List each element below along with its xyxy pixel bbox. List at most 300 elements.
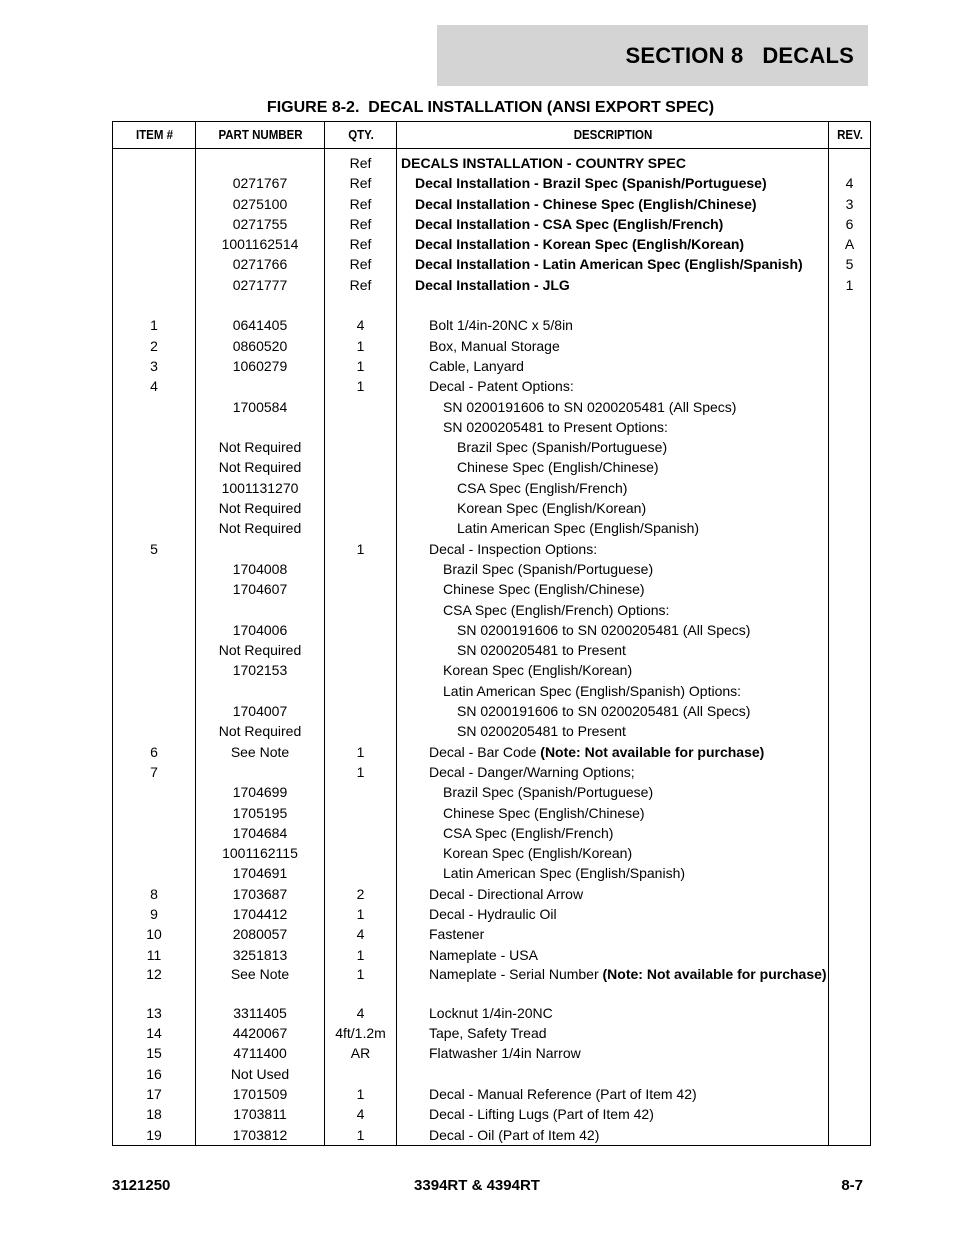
table-row: [113, 660, 871, 680]
rev-cell: [829, 620, 871, 640]
table-row: [113, 965, 871, 1003]
rev-cell: 6: [829, 214, 871, 234]
table-row: [113, 336, 871, 356]
table-row: [113, 721, 871, 741]
qty-cell: [325, 417, 397, 437]
item-number-cell: 19: [113, 1125, 196, 1146]
description-text: Decal - Patent Options:: [429, 378, 574, 395]
rev-cell: [829, 843, 871, 863]
qty-cell: 2: [325, 884, 397, 904]
item-number-cell: [113, 803, 196, 823]
description-cell: [397, 742, 829, 762]
rev-cell: [829, 315, 871, 335]
qty-cell: 1: [325, 762, 397, 782]
description-cell: [397, 640, 829, 660]
description-cell: [397, 1043, 829, 1063]
part-number-cell: 1704607: [196, 579, 325, 599]
description-text: Brazil Spec (Spanish/Portuguese): [443, 560, 654, 577]
item-number-cell: [113, 234, 196, 254]
rev-cell: [829, 1084, 871, 1104]
description-text: SN 0200191606 to SN 0200205481 (All Specs): [457, 621, 751, 638]
part-number-cell: 0271777: [196, 275, 325, 295]
qty-cell: 4: [325, 315, 397, 335]
qty-cell: 1: [325, 742, 397, 762]
item-number-cell: 12: [113, 965, 196, 1003]
part-number-cell: [196, 762, 325, 782]
table-row: [113, 437, 871, 457]
table-row: [113, 457, 871, 477]
item-number-cell: [113, 823, 196, 843]
description-cell: [397, 904, 829, 924]
description-text: SN 0200205481 to Present: [457, 723, 626, 740]
table-row: [113, 1084, 871, 1104]
description-text: Flatwasher 1/4in Narrow: [429, 1045, 581, 1062]
table-row: [113, 681, 871, 701]
description-text: Decal Installation - CSA Spec (English/French): [415, 215, 724, 232]
description-text: Decal - Bar Code: [429, 743, 541, 760]
description-text: Decal Installation - Korean Spec (English/Korean): [415, 236, 745, 253]
table-row: [113, 376, 871, 396]
rev-cell: [829, 579, 871, 599]
rev-cell: [829, 153, 871, 173]
table-row: [113, 254, 871, 274]
table-row: [113, 742, 871, 762]
item-number-cell: [113, 214, 196, 234]
rev-cell: [829, 559, 871, 579]
part-number-cell: 1704007: [196, 701, 325, 721]
qty-cell: [325, 295, 397, 315]
description-cell: [397, 701, 829, 721]
rev-cell: [829, 803, 871, 823]
item-number-cell: 9: [113, 904, 196, 924]
qty-cell: 1: [325, 539, 397, 559]
qty-cell: [325, 478, 397, 498]
description-text: Korean Spec (English/Korean): [443, 662, 633, 679]
qty-cell: 4: [325, 924, 397, 944]
rev-cell: A: [829, 234, 871, 254]
part-number-cell: 1702153: [196, 660, 325, 680]
item-number-cell: [113, 478, 196, 498]
rev-cell: [829, 1003, 871, 1023]
item-number-cell: [113, 559, 196, 579]
item-number-cell: [113, 721, 196, 741]
table-row: [113, 275, 871, 295]
qty-cell: [325, 1064, 397, 1084]
qty-cell: Ref: [325, 173, 397, 193]
description-cell: [397, 295, 829, 315]
part-number-cell: 1704006: [196, 620, 325, 640]
qty-cell: 1: [325, 1084, 397, 1104]
table-row: [113, 600, 871, 620]
item-number-cell: [113, 579, 196, 599]
rev-cell: [829, 539, 871, 559]
description-text: Locknut 1/4in-20NC: [429, 1004, 553, 1021]
rev-cell: [829, 498, 871, 518]
rev-cell: 5: [829, 254, 871, 274]
description-cell: [397, 803, 829, 823]
table-row: [113, 417, 871, 437]
rev-cell: [829, 965, 871, 1003]
description-text: Nameplate - USA: [429, 946, 538, 963]
description-cell: [397, 823, 829, 843]
description-note: (Note: Not available for purchase): [540, 743, 765, 760]
qty-cell: [325, 498, 397, 518]
item-number-cell: [113, 498, 196, 518]
qty-cell: 1: [325, 376, 397, 396]
rev-cell: [829, 884, 871, 904]
table-row: [113, 579, 871, 599]
description-text: Box, Manual Storage: [429, 337, 560, 354]
rev-cell: [829, 762, 871, 782]
qty-cell: [325, 721, 397, 741]
item-number-cell: 5: [113, 539, 196, 559]
description-text: Bolt 1/4in-20NC x 5/8in: [429, 317, 573, 334]
table-row: [113, 356, 871, 376]
description-text: SN 0200205481 to Present Options:: [443, 418, 668, 435]
rev-cell: [829, 600, 871, 620]
description-text: SN 0200205481 to Present: [457, 642, 626, 659]
description-cell: [397, 1003, 829, 1023]
part-number-cell: 4711400: [196, 1043, 325, 1063]
description-text: Decal Installation - JLG: [415, 276, 570, 293]
rev-cell: [829, 397, 871, 417]
item-number-cell: 11: [113, 945, 196, 965]
description-cell: [397, 457, 829, 477]
description-cell: [397, 843, 829, 863]
qty-cell: [325, 457, 397, 477]
footer-page-number: 8-7: [841, 1177, 863, 1194]
description-text: Decal - Directional Arrow: [429, 885, 584, 902]
description-cell: [397, 315, 829, 335]
qty-cell: [325, 863, 397, 883]
rev-cell: [829, 336, 871, 356]
rev-cell: 4: [829, 173, 871, 193]
section-title: SECTION 8 DECALS: [625, 42, 854, 68]
description-cell: [397, 660, 829, 680]
part-number-cell: 1060279: [196, 356, 325, 376]
description-cell: [397, 1023, 829, 1043]
item-number-cell: [113, 457, 196, 477]
part-number-cell: 0860520: [196, 336, 325, 356]
part-number-cell: 1704008: [196, 559, 325, 579]
description-cell: [397, 275, 829, 295]
qty-cell: 4: [325, 1104, 397, 1124]
description-cell: [397, 782, 829, 802]
rev-cell: [829, 823, 871, 843]
description-cell: [397, 214, 829, 234]
description-text: Decal Installation - Chinese Spec (English/Chinese): [415, 195, 757, 212]
description-text: Korean Spec (English/Korean): [457, 500, 647, 517]
description-cell: [397, 539, 829, 559]
description-cell: [397, 559, 829, 579]
description-text: Brazil Spec (Spanish/Portuguese): [443, 784, 654, 801]
qty-cell: [325, 559, 397, 579]
parts-table: [112, 121, 871, 1146]
item-number-cell: [113, 843, 196, 863]
item-number-cell: [113, 295, 196, 315]
item-number-cell: 17: [113, 1084, 196, 1104]
part-number-cell: [196, 376, 325, 396]
item-number-cell: 10: [113, 924, 196, 944]
rev-cell: [829, 681, 871, 701]
item-number-cell: 15: [113, 1043, 196, 1063]
item-number-cell: [113, 518, 196, 538]
qty-cell: [325, 620, 397, 640]
rev-cell: [829, 1064, 871, 1084]
rev-cell: [829, 1125, 871, 1146]
part-number-cell: [196, 600, 325, 620]
part-number-cell: 0271755: [196, 214, 325, 234]
table-row: [113, 884, 871, 904]
qty-cell: Ref: [325, 153, 397, 173]
qty-cell: 1: [325, 356, 397, 376]
table-row: [113, 234, 871, 254]
rev-cell: [829, 518, 871, 538]
description-text: Decal - Manual Reference (Part of Item 42): [429, 1086, 697, 1103]
table-row: [113, 478, 871, 498]
description-cell: [397, 863, 829, 883]
part-number-cell: 3311405: [196, 1003, 325, 1023]
rev-cell: [829, 1104, 871, 1124]
item-number-cell: 18: [113, 1104, 196, 1124]
table-row: [113, 1064, 871, 1084]
description-cell: [397, 681, 829, 701]
table-row: [113, 1125, 871, 1146]
part-number-cell: 0275100: [196, 194, 325, 214]
figure-title: FIGURE 8-2. DECAL INSTALLATION (ANSI EXPORT SPEC): [266, 99, 715, 116]
part-number-cell: See Note: [196, 742, 325, 762]
part-number-cell: 0271767: [196, 173, 325, 193]
qty-cell: 1: [325, 1125, 397, 1146]
table-body: [113, 149, 871, 1146]
part-number-cell: 1704684: [196, 823, 325, 843]
table-row: [113, 782, 871, 802]
item-number-cell: 3: [113, 356, 196, 376]
table-row: [113, 498, 871, 518]
part-number-cell: See Note: [196, 965, 325, 1003]
description-text: Chinese Spec (English/Chinese): [443, 804, 645, 821]
qty-cell: [325, 823, 397, 843]
part-number-cell: 0641405: [196, 315, 325, 335]
item-number-cell: [113, 153, 196, 173]
description-cell: [397, 945, 829, 965]
item-number-cell: [113, 417, 196, 437]
table-row: [113, 945, 871, 965]
part-number-cell: 1001162115: [196, 843, 325, 863]
rev-cell: [829, 295, 871, 315]
qty-cell: 1: [325, 904, 397, 924]
part-number-cell: 1701509: [196, 1084, 325, 1104]
description-cell: [397, 579, 829, 599]
part-number-cell: [196, 539, 325, 559]
qty-cell: [325, 600, 397, 620]
part-number-cell: 1700584: [196, 397, 325, 417]
description-text: Decal - Inspection Options:: [429, 540, 598, 557]
description-text: Decal Installation - Brazil Spec (Spanish/Portuguese): [415, 175, 767, 192]
rev-cell: [829, 1043, 871, 1063]
description-text: Brazil Spec (Spanish/Portuguese): [457, 439, 668, 456]
table-row: [113, 863, 871, 883]
description-text: Latin American Spec (English/Spanish): [457, 520, 700, 537]
qty-cell: AR: [325, 1043, 397, 1063]
description-cell: [397, 965, 829, 1003]
item-number-cell: 16: [113, 1064, 196, 1084]
table-row: [113, 315, 871, 335]
description-text: Decal - Lifting Lugs (Part of Item 42): [429, 1106, 654, 1123]
qty-cell: [325, 579, 397, 599]
part-number-cell: 0271766: [196, 254, 325, 274]
description-cell: [397, 518, 829, 538]
table-row: [113, 904, 871, 924]
rev-cell: [829, 945, 871, 965]
column-header-part-number: PART NUMBER: [201, 122, 320, 149]
part-number-cell: 4420067: [196, 1023, 325, 1043]
table-row: [113, 153, 871, 173]
rev-cell: [829, 437, 871, 457]
rev-cell: [829, 1023, 871, 1043]
column-header-qty: QTY.: [327, 122, 393, 149]
description-text: Decal - Oil (Part of Item 42): [429, 1126, 600, 1143]
description-text: Decal Installation - Latin American Spec (English/Spanish): [415, 256, 803, 273]
part-number-cell: 1001131270: [196, 478, 325, 498]
qty-cell: Ref: [325, 194, 397, 214]
description-text: CSA Spec (English/French) Options:: [443, 601, 670, 618]
description-text: Chinese Spec (English/Chinese): [443, 581, 645, 598]
table-row: [113, 803, 871, 823]
rev-cell: [829, 782, 871, 802]
qty-cell: [325, 782, 397, 802]
part-number-cell: Not Required: [196, 518, 325, 538]
part-number-cell: Not Required: [196, 457, 325, 477]
table-row: [113, 620, 871, 640]
table-row: [113, 559, 871, 579]
item-number-cell: 4: [113, 376, 196, 396]
part-number-cell: 1001162514: [196, 234, 325, 254]
table-row: [113, 1043, 871, 1063]
table-row: [113, 214, 871, 234]
table-row: [113, 1023, 871, 1043]
table-row: [113, 518, 871, 538]
part-number-cell: 1703811: [196, 1104, 325, 1124]
table-header: [113, 122, 871, 149]
table-row: [113, 843, 871, 863]
qty-cell: Ref: [325, 275, 397, 295]
qty-cell: [325, 843, 397, 863]
description-cell: [397, 376, 829, 396]
table-row: [113, 539, 871, 559]
qty-cell: [325, 701, 397, 721]
footer-model: 3394RT & 4394RT: [414, 1177, 540, 1194]
item-number-cell: [113, 600, 196, 620]
item-number-cell: 8: [113, 884, 196, 904]
item-number-cell: 13: [113, 1003, 196, 1023]
table-row: [113, 194, 871, 214]
description-cell: [397, 1064, 829, 1084]
part-number-cell: Not Required: [196, 721, 325, 741]
description-text: Korean Spec (English/Korean): [443, 845, 633, 862]
table-row: [113, 762, 871, 782]
description-cell: [397, 478, 829, 498]
part-number-cell: Not Required: [196, 437, 325, 457]
description-cell: [397, 254, 829, 274]
qty-cell: [325, 681, 397, 701]
qty-cell: [325, 397, 397, 417]
description-note: (Note: Not available for purchase): [602, 965, 827, 982]
item-number-cell: [113, 701, 196, 721]
qty-cell: 1: [325, 965, 397, 1003]
part-number-cell: 1705195: [196, 803, 325, 823]
table-row: [113, 701, 871, 721]
description-text: CSA Spec (English/French): [443, 824, 614, 841]
rev-cell: [829, 742, 871, 762]
description-text: CSA Spec (English/French): [457, 479, 628, 496]
rev-cell: [829, 478, 871, 498]
rev-cell: [829, 721, 871, 741]
description-text: Decal - Hydraulic Oil: [429, 905, 557, 922]
description-cell: [397, 721, 829, 741]
part-number-cell: Not Used: [196, 1064, 325, 1084]
description-text: Tape, Safety Tread: [429, 1025, 547, 1042]
rev-cell: [829, 457, 871, 477]
item-number-cell: 6: [113, 742, 196, 762]
item-number-cell: [113, 640, 196, 660]
rev-cell: 1: [829, 275, 871, 295]
description-text: DECALS INSTALLATION - COUNTRY SPEC: [401, 155, 686, 171]
rev-cell: 3: [829, 194, 871, 214]
description-text: Cable, Lanyard: [429, 357, 524, 374]
qty-cell: Ref: [325, 214, 397, 234]
description-cell: [397, 173, 829, 193]
description-text: Latin American Spec (English/Spanish): [443, 865, 686, 882]
rev-cell: [829, 701, 871, 721]
description-text: SN 0200191606 to SN 0200205481 (All Specs): [457, 703, 751, 720]
item-number-cell: 7: [113, 762, 196, 782]
item-number-cell: [113, 397, 196, 417]
description-cell: [397, 336, 829, 356]
part-number-cell: 1703812: [196, 1125, 325, 1146]
part-number-cell: Not Required: [196, 498, 325, 518]
item-number-cell: [113, 863, 196, 883]
item-number-cell: [113, 620, 196, 640]
rev-cell: [829, 417, 871, 437]
item-number-cell: 14: [113, 1023, 196, 1043]
part-number-cell: 1704699: [196, 782, 325, 802]
qty-cell: Ref: [325, 254, 397, 274]
table-row: [113, 1104, 871, 1124]
qty-cell: 4: [325, 1003, 397, 1023]
rev-cell: [829, 376, 871, 396]
description-cell: [397, 194, 829, 214]
part-number-cell: [196, 417, 325, 437]
description-cell: [397, 153, 829, 173]
item-number-cell: 1: [113, 315, 196, 335]
description-cell: [397, 356, 829, 376]
qty-cell: [325, 437, 397, 457]
description-cell: [397, 884, 829, 904]
item-number-cell: [113, 660, 196, 680]
description-cell: [397, 397, 829, 417]
qty-cell: [325, 803, 397, 823]
rev-cell: [829, 356, 871, 376]
qty-cell: 1: [325, 945, 397, 965]
qty-cell: [325, 640, 397, 660]
qty-cell: 1: [325, 336, 397, 356]
description-cell: [397, 1125, 829, 1146]
part-number-cell: [196, 681, 325, 701]
table-row: [113, 924, 871, 944]
column-header-description: DESCRIPTION: [414, 122, 811, 149]
description-cell: [397, 498, 829, 518]
